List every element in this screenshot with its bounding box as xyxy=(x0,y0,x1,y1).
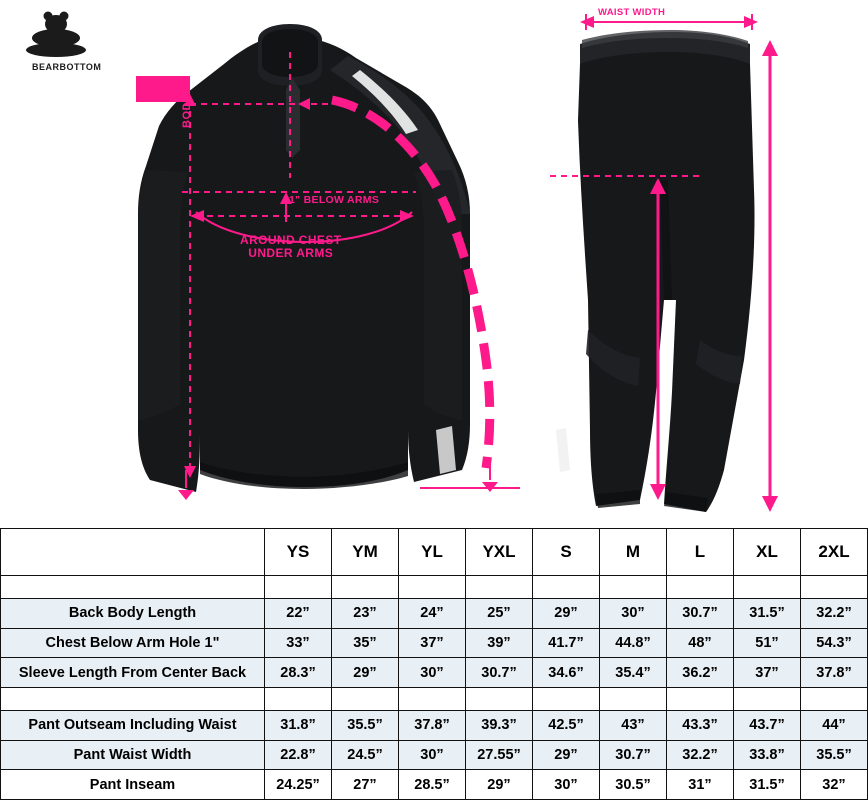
cell-outseam-2xl: 44” xyxy=(801,711,868,741)
annotation-waist-label: WAIST WIDTH xyxy=(598,7,666,18)
annotation-sleeve-line1: SLEEVE xyxy=(136,77,175,87)
cell-chest-ys: 33” xyxy=(265,628,332,658)
bear-logo-icon xyxy=(18,8,138,64)
cell-sleeve-ym: 29” xyxy=(332,658,399,688)
size-header-s: S xyxy=(533,529,600,576)
annotation-chest-line1: AROUND CHEST xyxy=(240,233,342,247)
cell-sleeve-xl: 37” xyxy=(734,658,801,688)
cell-waist-m: 30.7” xyxy=(600,740,667,770)
cell-back-body-length-ys: 22” xyxy=(265,599,332,629)
cell-inseam-yl: 28.5” xyxy=(399,770,466,800)
cell-back-body-length-s: 29” xyxy=(533,599,600,629)
table-corner-cell xyxy=(1,529,265,576)
cell-outseam-yxl: 39.3” xyxy=(466,711,533,741)
annotation-sleeve-label xyxy=(136,78,175,97)
cell-waist-yxl: 27.55” xyxy=(466,740,533,770)
cell-chest-ym: 35” xyxy=(332,628,399,658)
table-header-row xyxy=(1,529,868,576)
row-label-pant-outseam: Pant Outseam Including Waist xyxy=(1,711,265,741)
cell-sleeve-m: 35.4” xyxy=(600,658,667,688)
cell-back-body-length-yxl: 25” xyxy=(466,599,533,629)
annotation-sleeve-line2: LENGTH xyxy=(136,86,175,97)
cell-inseam-l: 31” xyxy=(667,770,734,800)
cell-outseam-ym: 35.5” xyxy=(332,711,399,741)
cell-waist-ys: 22.8” xyxy=(265,740,332,770)
cell-chest-yl: 37” xyxy=(399,628,466,658)
size-header-l: L xyxy=(667,529,734,576)
row-label-pant-waist-width: Pant Waist Width xyxy=(1,740,265,770)
annotation-body-label: BODY xyxy=(181,94,193,128)
cell-chest-xl: 51” xyxy=(734,628,801,658)
cell-outseam-yl: 37.8” xyxy=(399,711,466,741)
size-header-m: M xyxy=(600,529,667,576)
cell-waist-s: 29” xyxy=(533,740,600,770)
cell-inseam-s: 30” xyxy=(533,770,600,800)
cell-sleeve-s: 34.6” xyxy=(533,658,600,688)
table-row xyxy=(1,599,868,629)
annotation-chest-label xyxy=(240,234,341,259)
size-header-xl: XL xyxy=(734,529,801,576)
size-header-ys: YS xyxy=(265,529,332,576)
cell-sleeve-ys: 28.3” xyxy=(265,658,332,688)
table-row xyxy=(1,711,868,741)
cell-inseam-m: 30.5” xyxy=(600,770,667,800)
cell-back-body-length-ym: 23” xyxy=(332,599,399,629)
size-header-ym: YM xyxy=(332,529,399,576)
size-chart-table-wrap xyxy=(0,528,852,800)
table-row xyxy=(1,628,868,658)
cell-sleeve-yxl: 30.7” xyxy=(466,658,533,688)
cell-inseam-ys: 24.25” xyxy=(265,770,332,800)
cell-back-body-length-l: 30.7” xyxy=(667,599,734,629)
cell-chest-m: 44.8” xyxy=(600,628,667,658)
row-label-sleeve-length: Sleeve Length From Center Back xyxy=(1,658,265,688)
cell-inseam-yxl: 29” xyxy=(466,770,533,800)
cell-sleeve-l: 36.2” xyxy=(667,658,734,688)
cell-chest-s: 41.7” xyxy=(533,628,600,658)
cell-back-body-length-yl: 24” xyxy=(399,599,466,629)
cell-waist-l: 32.2” xyxy=(667,740,734,770)
size-chart-table xyxy=(0,528,868,800)
cell-back-body-length-m: 30” xyxy=(600,599,667,629)
size-header-yl: YL xyxy=(399,529,466,576)
size-header-2xl: 2XL xyxy=(801,529,868,576)
size-header-yxl: YXL xyxy=(466,529,533,576)
cell-chest-2xl: 54.3” xyxy=(801,628,868,658)
row-label-back-body-length: Back Body Length xyxy=(1,599,265,629)
cell-outseam-l: 43.3” xyxy=(667,711,734,741)
table-row xyxy=(1,658,868,688)
table-spacer-row-top xyxy=(1,576,868,599)
cell-chest-l: 48” xyxy=(667,628,734,658)
cell-back-body-length-xl: 31.5” xyxy=(734,599,801,629)
cell-outseam-m: 43” xyxy=(600,711,667,741)
brand-name: BEARBOTTOM xyxy=(32,62,102,72)
pants-figure xyxy=(556,30,755,512)
brand-logo xyxy=(18,8,138,76)
cell-outseam-s: 42.5” xyxy=(533,711,600,741)
cell-outseam-xl: 43.7” xyxy=(734,711,801,741)
table-spacer-row-middle xyxy=(1,687,868,710)
cell-waist-xl: 33.8” xyxy=(734,740,801,770)
cell-waist-ym: 24.5” xyxy=(332,740,399,770)
cell-sleeve-2xl: 37.8” xyxy=(801,658,868,688)
row-label-pant-inseam: Pant Inseam xyxy=(1,770,265,800)
cell-waist-2xl: 35.5” xyxy=(801,740,868,770)
cell-sleeve-yl: 30” xyxy=(399,658,466,688)
cell-chest-yxl: 39” xyxy=(466,628,533,658)
annotation-chest-line2: UNDER ARMS xyxy=(248,245,334,260)
cell-inseam-ym: 27” xyxy=(332,770,399,800)
cell-inseam-2xl: 32” xyxy=(801,770,868,800)
cell-waist-yl: 30” xyxy=(399,740,466,770)
cell-outseam-ys: 31.8” xyxy=(265,711,332,741)
table-row xyxy=(1,770,868,800)
cell-inseam-xl: 31.5” xyxy=(734,770,801,800)
cell-back-body-length-2xl: 32.2” xyxy=(801,599,868,629)
annotation-below-arms-label: 1" BELOW ARMS xyxy=(289,194,380,206)
table-row xyxy=(1,740,868,770)
row-label-chest-below-arm-hole: Chest Below Arm Hole 1" xyxy=(1,628,265,658)
